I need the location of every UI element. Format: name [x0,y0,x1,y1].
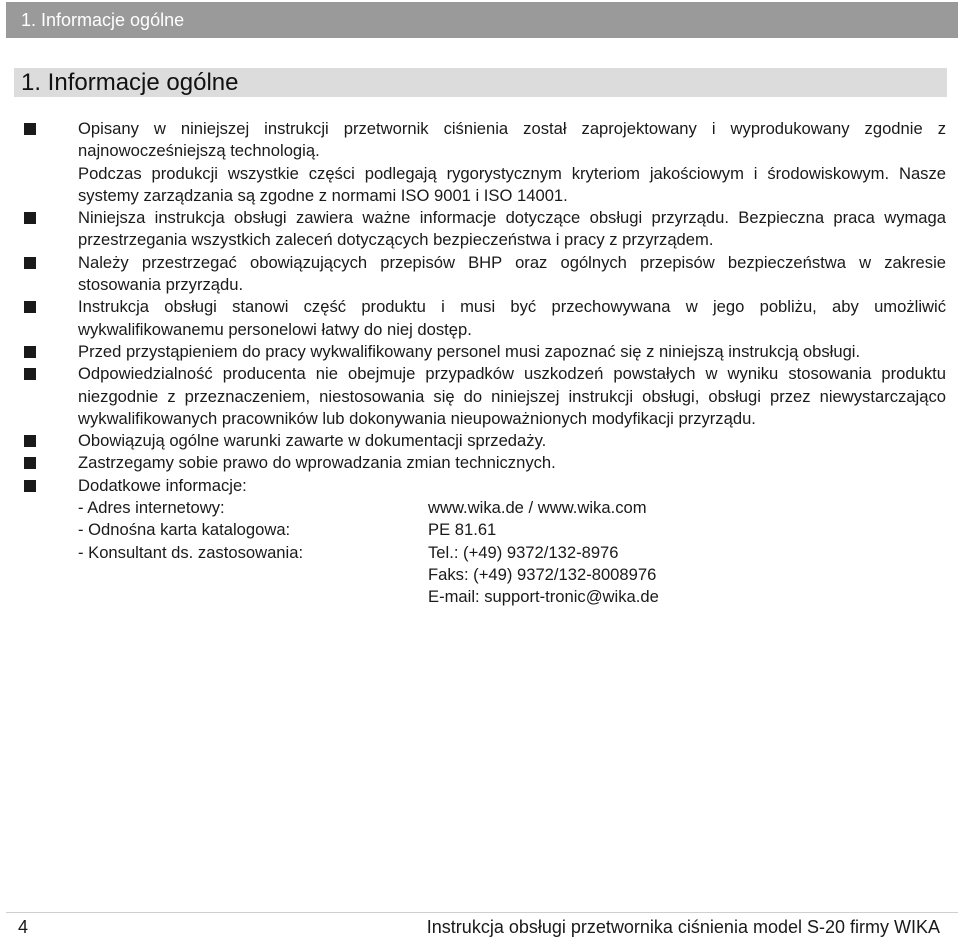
list-item [24,452,946,474]
page-number: 4 [18,917,29,937]
catalog-value: PE 81.61 [428,520,497,540]
square-bullet-icon [24,301,36,313]
square-bullet-icon [24,457,36,469]
list-item-text: Dodatkowe informacje: [78,475,247,495]
consultant-label: - Konsultant ds. zastosowania: [78,542,304,562]
list-item-text: Niniejsza instrukcja obsługi zawiera ważne informacje dotyczące obsługi przyrządu. Bezpieczna praca wymaga przestrzegania wszystkich zaleceń dotyczących bezpieczeństwa i pracy z przyrządem. [78,208,946,250]
section-title: 1. Informacje ogólne [21,69,239,96]
list-item-text: Podczas produkcji wszystkie części podlegają rygorystycznym kryteriom jakościowym i środowiskowym. Nasze systemy zarządzania są zgodne z normami ISO 9001 i ISO 14001. [78,163,946,205]
catalog-label: - Odnośna karta katalogowa: [78,520,291,540]
list-item [24,252,946,297]
additional-info-table [78,497,946,608]
list-item-text: Przed przystąpieniem do pracy wykwalifikowany personel musi zapoznać się z niniejszą instrukcją obsługi. [78,341,861,361]
list-item [24,430,946,452]
list-item-text: Odpowiedzialność producenta nie obejmuje przypadków uszkodzeń powstałych w wyniku stosowania produktu niezgodnie z przeznaczeniem, niestosowania się do niniejszej instrukcji obsługi, obsługi przez niewystarczająco wykwalifikowanych pracowników lub dokonywania nieupoważnionych modyfikacji przyrządu. [78,364,946,428]
web-value: www.wika.de / www.wika.com [428,498,647,518]
general-information-list [24,118,946,609]
page-header-title: 1. Informacje ogólne [21,10,185,30]
square-bullet-icon [24,123,36,135]
square-bullet-icon [24,212,36,224]
spacer [78,586,428,608]
web-label: - Adres internetowy: [78,498,225,518]
list-item-text: Instrukcja obsługi stanowi część produktu i musi być przechowywana w jego pobliżu, aby umożliwić wykwalifikowanemu personelowi łatwy do niej dostęp. [78,297,946,339]
list-item-text: Obowiązują ogólne warunki zawarte w dokumentacji sprzedaży. [78,431,547,451]
page-header-bar [6,2,958,38]
list-item [24,207,946,252]
list-item [24,296,946,341]
list-item [24,341,946,363]
list-item [24,363,946,430]
square-bullet-icon [24,480,36,492]
list-item [24,475,946,609]
list-item-text: Należy przestrzegać obowiązujących przepisów BHP oraz ogólnych przepisów bezpieczeństwa w zakresie stosowania przyrządu. [78,252,946,295]
square-bullet-icon [24,257,36,269]
list-item [24,118,946,207]
square-bullet-icon [24,368,36,380]
consultant-email: E-mail: support-tronic@wika.de [428,587,659,607]
square-bullet-icon [24,346,36,358]
consultant-fax: Faks: (+49) 9372/132-8008976 [428,564,657,584]
square-bullet-icon [24,435,36,447]
section-heading [14,68,947,97]
list-item-text: Opisany w niniejszej instrukcji przetwornik ciśnienia został zaprojektowany i wyprodukowany zgodnie z najnowocześniejszą technologią. [78,119,946,161]
footer-document-title: Instrukcja obsługi przetwornika ciśnienia model S-20 firmy WIKA [426,917,940,937]
spacer [78,564,428,586]
list-item-text: Zastrzegamy sobie prawo do wprowadzania zmian technicznych. [78,453,556,473]
consultant-tel: Tel.: (+49) 9372/132-8976 [428,542,619,562]
footer-divider [6,912,958,913]
